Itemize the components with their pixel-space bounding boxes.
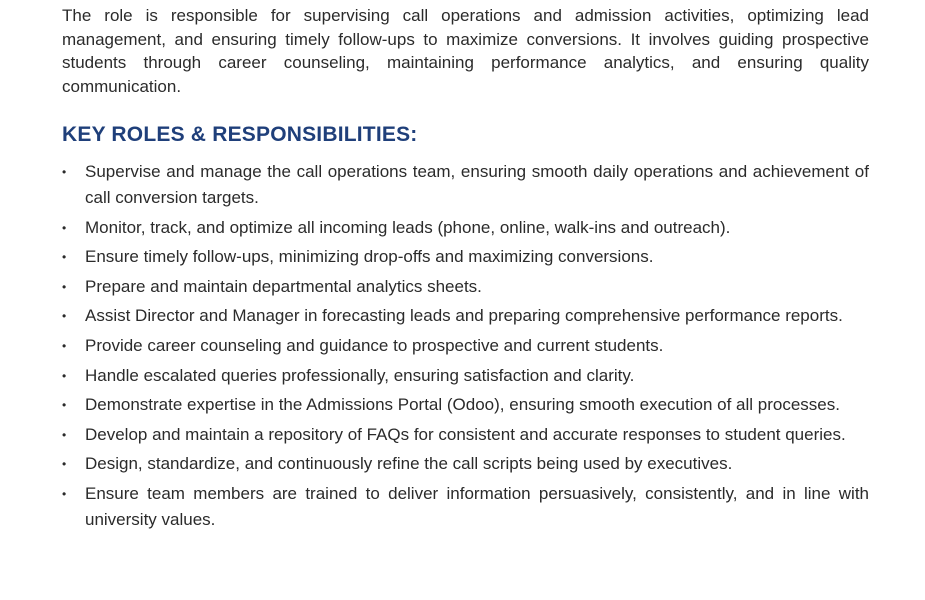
role-summary-paragraph: The role is responsible for supervising call operations and admission activities, optimizing lead management, and ensuring timely follow-ups to maximize conversions. It involves guiding prospective students through career counseling, maintaining performance analytics, and ensuring quality communication. xyxy=(62,6,869,97)
list-item xyxy=(62,422,869,448)
bullet-icon: • xyxy=(62,220,67,235)
list-item-text: Provide career counseling and guidance to prospective and current students. xyxy=(85,335,664,355)
bullet-icon: • xyxy=(62,279,67,294)
list-item-text: Ensure team members are trained to deliver information persuasively, consistently, and in line with university values. xyxy=(85,483,869,529)
list-item xyxy=(62,333,869,359)
list-item-text: Monitor, track, and optimize all incoming leads (phone, online, walk-ins and outreach). xyxy=(85,217,731,237)
list-item xyxy=(62,159,869,211)
list-item xyxy=(62,274,869,300)
bullet-icon: • xyxy=(62,486,67,501)
list-item xyxy=(62,392,869,418)
bullet-icon: • xyxy=(62,368,67,383)
list-item-text: Handle escalated queries professionally, ensuring satisfaction and clarity. xyxy=(85,365,635,385)
bullet-icon: • xyxy=(62,309,67,324)
list-item-text: Assist Director and Manager in forecasting leads and preparing comprehensive performance reports. xyxy=(85,306,843,326)
list-item-text: Prepare and maintain departmental analytics sheets. xyxy=(85,276,482,296)
responsibilities-list xyxy=(62,159,869,537)
bullet-icon: • xyxy=(62,165,67,179)
list-item xyxy=(62,303,869,329)
bullet-icon: • xyxy=(62,427,67,442)
list-item xyxy=(62,215,869,241)
list-item-text: Ensure timely follow-ups, minimizing drop-offs and maximizing conversions. xyxy=(85,247,654,267)
bullet-icon: • xyxy=(62,338,67,353)
bullet-icon: • xyxy=(62,250,67,265)
list-item xyxy=(62,363,869,389)
bullet-icon: • xyxy=(62,398,67,413)
list-item-text: Supervise and manage the call operations team, ensuring smooth daily operations and achievement of call conversion targets. xyxy=(85,162,869,207)
list-item xyxy=(62,244,869,270)
list-item-text: Develop and maintain a repository of FAQs for consistent and accurate responses to student queries. xyxy=(85,424,846,444)
list-item xyxy=(62,451,869,477)
list-item-text: Design, standardize, and continuously refine the call scripts being used by executives. xyxy=(85,454,733,474)
bullet-icon: • xyxy=(62,457,67,472)
list-item-text: Demonstrate expertise in the Admissions Portal (Odoo), ensuring smooth execution of all processes. xyxy=(85,395,840,415)
list-item xyxy=(62,481,869,533)
key-roles-heading: KEY ROLES & RESPONSIBILITIES: xyxy=(62,123,418,146)
